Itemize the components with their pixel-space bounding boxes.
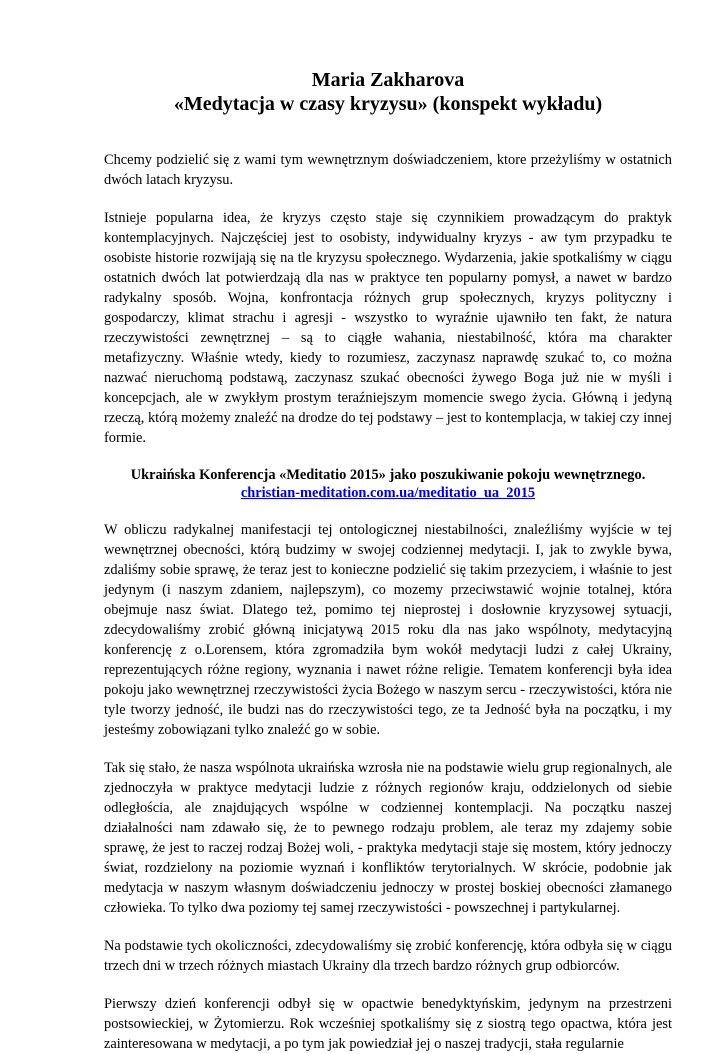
conference-heading: Ukraińska Konferencja «Meditatio 2015» jako poszukiwanie pokoju wewnętrznego. [130, 467, 646, 483]
document-page [104, 68, 672, 1054]
paragraph-response: W obliczu radykalnej manifestacji tej ontologicznej niestabilności, znaleźliśmy wyjście w tej wewnętrznej obecności, którą budzimy w swojej codziennej medytacji. I, jak to zwykle bywa, zdaliśmy sobie sprawę, że teraz jest to konieczne podzielić się takim przezyciem, i właśnie to jest jedynym (i naszym zdaniem, najlepszym), co mozemy przeciwstawić wojnie totalnej, która obejmuje nasz świat. Dlatego też, pomimo tej nieprostej i dosłownie kryzysowej sytuacji, zdecydowaliśmy zrobić główną inicjatywą 2015 roku dla nas jako wspólnoty, medytacyjną konferencję z o.Lorensem, która zgromadziła bym wokół medytacji ludzi z całej Ukrainy, reprezentujących różne regiony, wyznania i nawet różne religie. Tematem konferencji była idea pokoju jako wewnętrznej rzeczywistości życia Bożego w naszym sercu - rzeczywistości, która nie tyle tworzy jedność, ile budzi nas do rzeczywistości tego, ze ta Jedność była na początku, i my jesteśmy zobowiązani tylko znaleźć go w sobie. [104, 522, 672, 738]
paragraph-community: Tak się stało, że nasza wspólnota ukraińska wzrosła nie na podstawie wielu grup regionalnych, ale zjednoczyła w praktyce medytacji ludzie z różnych regionów kraju, oddzielonych od siebie odległościa, ale znajdujących wspólne w codziennej kontemplacji. Na początku naszej działalności nam zdawało się, że to pewnego rodzaju problem, ale teraz my zdajemy sobie sprawę, że jest to raczej rodzaj Bożej woli, - praktyka medytacji staje się mostem, który jednoczy świat, rozdzielony na poziomie wyznań i konfliktów terytorialnych. W skrócie, podobnie jak medytacja w naszym własnym doświadczeniu jednoczy w prostej boskiej obecności złamanego człowieka. To tylko dwa poziomy tej samej rzeczywistości - powszechnej i partykularnej. [104, 760, 672, 916]
paragraph-first-day: Pierwszy dzień konferencji odbył się w opactwie benedyktyńskim, jedynym na przestrzeni postsowieckiej, w Żytomierzu. Rok wcześniej spotkaliśmy się z siostrą tego opactwa, która jest zainteresowana w medytacji, a po tym jak powiedział jej o naszej tradycji, stała regularnie [104, 996, 672, 1052]
document-title: «Medytacja w czasy kryzysu» (konspekt wykładu) [173, 93, 603, 115]
paragraph-intro: Chcemy podzielić się z wami tym wewnętrznym doświadczeniem, ktore przeżyliśmy w ostatnich dwóch latach kryzysu. [104, 152, 672, 188]
paragraph-decision: Na podstawie tych okoliczności, zdecydowaliśmy się zrobić konferencję, która odbyła się w ciągu trzech dni w trzech różnych miastach Ukrainy dla trzech bardzo różnych grup odbiorców. [104, 938, 672, 974]
conference-link[interactable]: christian-meditation.com.ua/meditatio_ua_2015 [240, 485, 536, 501]
paragraph-crisis: Istnieje popularna idea, że kryzys często staje się czynnikiem prowadzącym do praktyk kontemplacyjnych. Najczęściej jest to osobisty, indywidualny kryzys - aw tym przypadku te osobiste historie rozwijają się na tle kryzysu społecznego. Wydarzenia, jakie spotkaliśmy w ciągu ostatnich dwóch lat potwierdzają dla nas w praktyce ten popularny pomysł, a nawet w bardzo radykalny sposób. Wojna, konfrontacja różnych grup społecznych, kryzys polityczny i gospodarczy, klimat strachu i agresji - wszystko to wyraźnie ujawniło ten fakt, że natura rzeczywistości zewnętrznej – są to ciągłe wahania, niestabilność, która ma charakter metafizyczny. Właśnie wtedy, kiedy to rozumiesz, zaczynasz naprawdę szukać to, co można nazwać nieruchomą podstawą, zaczynasz szukać obecności żywego Boga już nie w myśli i koncepcjach, ale w zwykłym prostym teraźniejszym momencie swego życia. Główną i jedyną rzeczą, którą możemy znaleźć na drodze do tej podstawy – jest to kontemplacja, w takiej czy innej formie. [104, 210, 672, 446]
author-name: Maria Zakharova [311, 69, 465, 91]
